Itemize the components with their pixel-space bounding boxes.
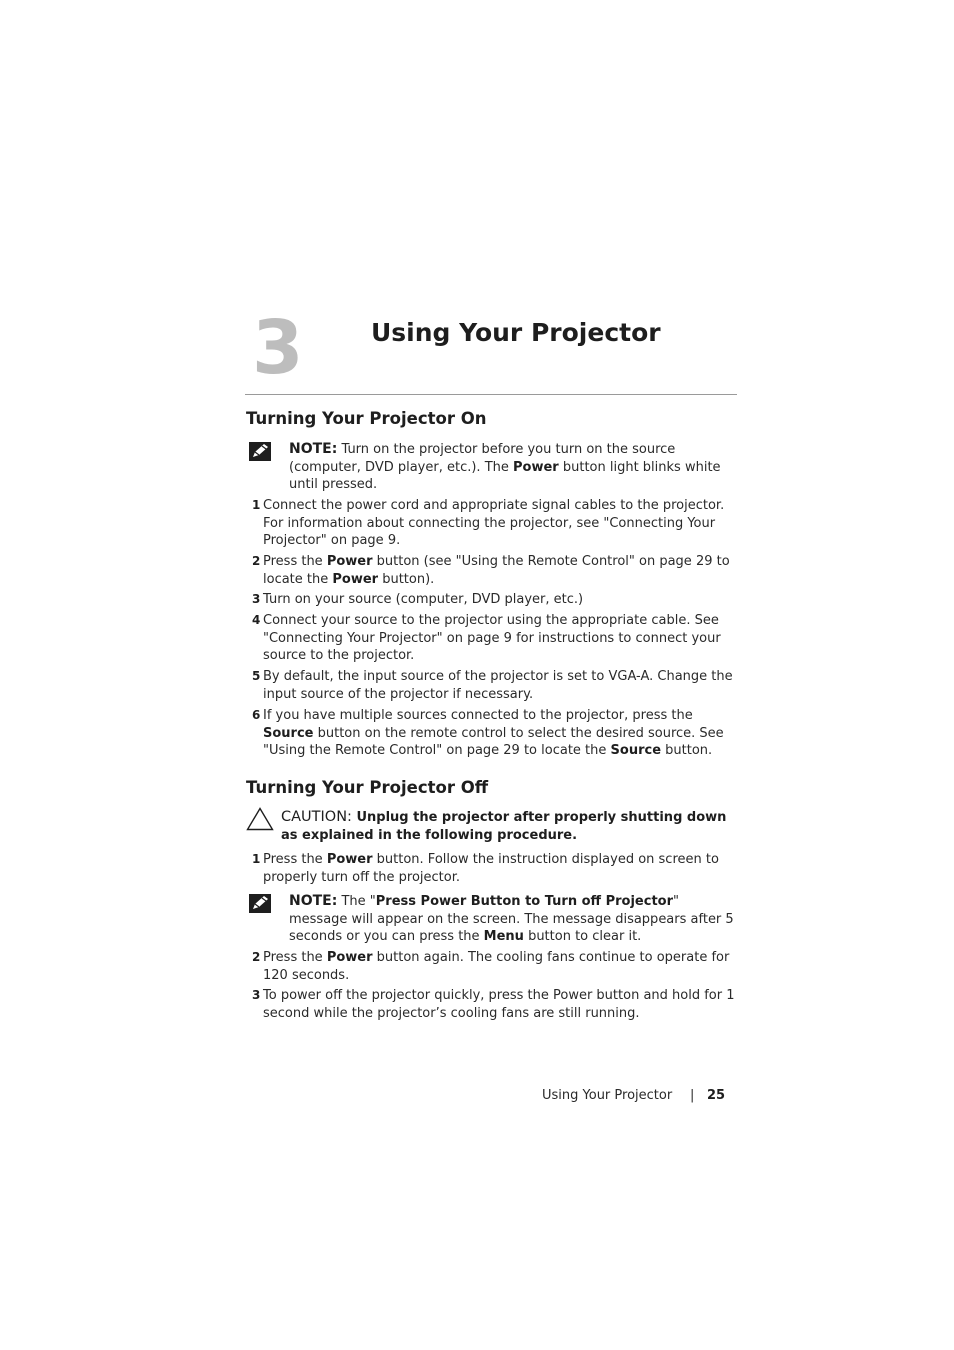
note-text: The " xyxy=(337,894,376,909)
step-text-part: button on the remote control to select the desired source. See "Using the Remote Control" on page 29 to locate the xyxy=(263,725,724,759)
page-number: 25 xyxy=(707,1088,726,1103)
step-number: 1 xyxy=(252,852,261,866)
step-bold: Power xyxy=(326,554,373,569)
step-number: 2 xyxy=(252,950,261,964)
step-text-part: button. Follow the instruction displayed on screen to properly turn off the projector. xyxy=(263,852,719,885)
title-divider xyxy=(245,394,737,395)
chapter-number: 3 xyxy=(252,305,304,391)
note-bold: Power xyxy=(513,459,559,475)
step-text-part: To power off the projector quickly, press the Power button and hold for 1 second while the projector’s cooling fans are still running. xyxy=(263,988,735,1021)
step-number: 3 xyxy=(252,592,261,606)
caution-label: CAUTION: xyxy=(281,809,352,825)
note-bold: Menu xyxy=(483,929,524,945)
note-bold: Press Power Button to Turn off Projector xyxy=(375,894,674,909)
footer-separator: | xyxy=(690,1088,695,1103)
step-number: 4 xyxy=(252,613,261,627)
note-text: Turn on the projector before you turn on the source (computer, DVD player, etc.). The xyxy=(289,442,676,475)
caution-text: Unplug the projector after properly shutting down as explained in the following procedure. xyxy=(281,810,727,843)
caution-triangle-icon xyxy=(246,807,274,831)
step-bold: Source xyxy=(610,743,662,759)
section-heading-on: Turning Your Projector On xyxy=(246,409,487,428)
step-text-part: Turn on your source (computer, DVD player, etc.) xyxy=(263,592,584,607)
step-text-part: button). xyxy=(378,571,435,587)
note-label: NOTE: xyxy=(289,441,338,457)
step-bold: Power xyxy=(326,852,373,867)
step-text-part: Press the xyxy=(263,950,327,965)
note-pencil-icon xyxy=(249,442,271,461)
step-text xyxy=(263,497,738,550)
step-text-part: Connect your source to the projector using the appropriate cable. See "Connecting Your Projector" on page 9 for instructions to connect your source to the projector. xyxy=(263,613,721,664)
step-number: 5 xyxy=(252,669,261,683)
step-text xyxy=(263,591,738,609)
step-text xyxy=(263,612,738,665)
step-text-part: button again. The cooling fans continue to operate for 120 seconds. xyxy=(263,950,730,983)
step-number: 1 xyxy=(252,498,261,512)
step-text-part: Press the xyxy=(263,852,327,867)
chapter-title: Using Your Projector xyxy=(371,318,661,347)
step-number: 3 xyxy=(252,988,261,1002)
step-number: 2 xyxy=(252,554,261,568)
step-text xyxy=(263,949,738,984)
step-bold: Power xyxy=(332,571,379,587)
caution-box xyxy=(281,809,731,844)
step-text-part: Connect the power cord and appropriate signal cables to the projector. For information about connecting the projector, see "Connecting Your Projector" on page 9. xyxy=(263,498,725,549)
step-text xyxy=(263,668,738,703)
step-text xyxy=(263,707,738,760)
step-bold: Source xyxy=(263,725,314,741)
note-pencil-icon xyxy=(249,894,271,913)
note-text: " message will appear on the screen. The message disappears after 5 seconds or you can press the xyxy=(289,894,734,945)
step-number: 6 xyxy=(252,708,261,722)
step-text-part: If you have multiple sources connected to the projector, press the xyxy=(263,708,693,723)
step-text xyxy=(263,987,738,1022)
note-label: NOTE: xyxy=(289,893,338,909)
step-text-part: button. xyxy=(661,743,713,759)
section-heading-off: Turning Your Projector Off xyxy=(246,778,489,797)
footer-section-title: Using Your Projector xyxy=(542,1088,673,1103)
step-bold: Power xyxy=(326,950,373,965)
step-text xyxy=(263,553,738,588)
note-turn-off xyxy=(289,893,734,946)
note-text: button to clear it. xyxy=(523,929,642,945)
step-text xyxy=(263,851,738,886)
note-text: button light blinks white until pressed. xyxy=(289,459,721,493)
step-text-part: Press the xyxy=(263,554,327,569)
step-text-part: By default, the input source of the projector is set to VGA-A. Change the input source of the projector if necessary. xyxy=(263,669,733,702)
note-turn-on xyxy=(289,441,729,494)
step-text-part: button (see "Using the Remote Control" on page 29 to locate the xyxy=(263,554,730,587)
